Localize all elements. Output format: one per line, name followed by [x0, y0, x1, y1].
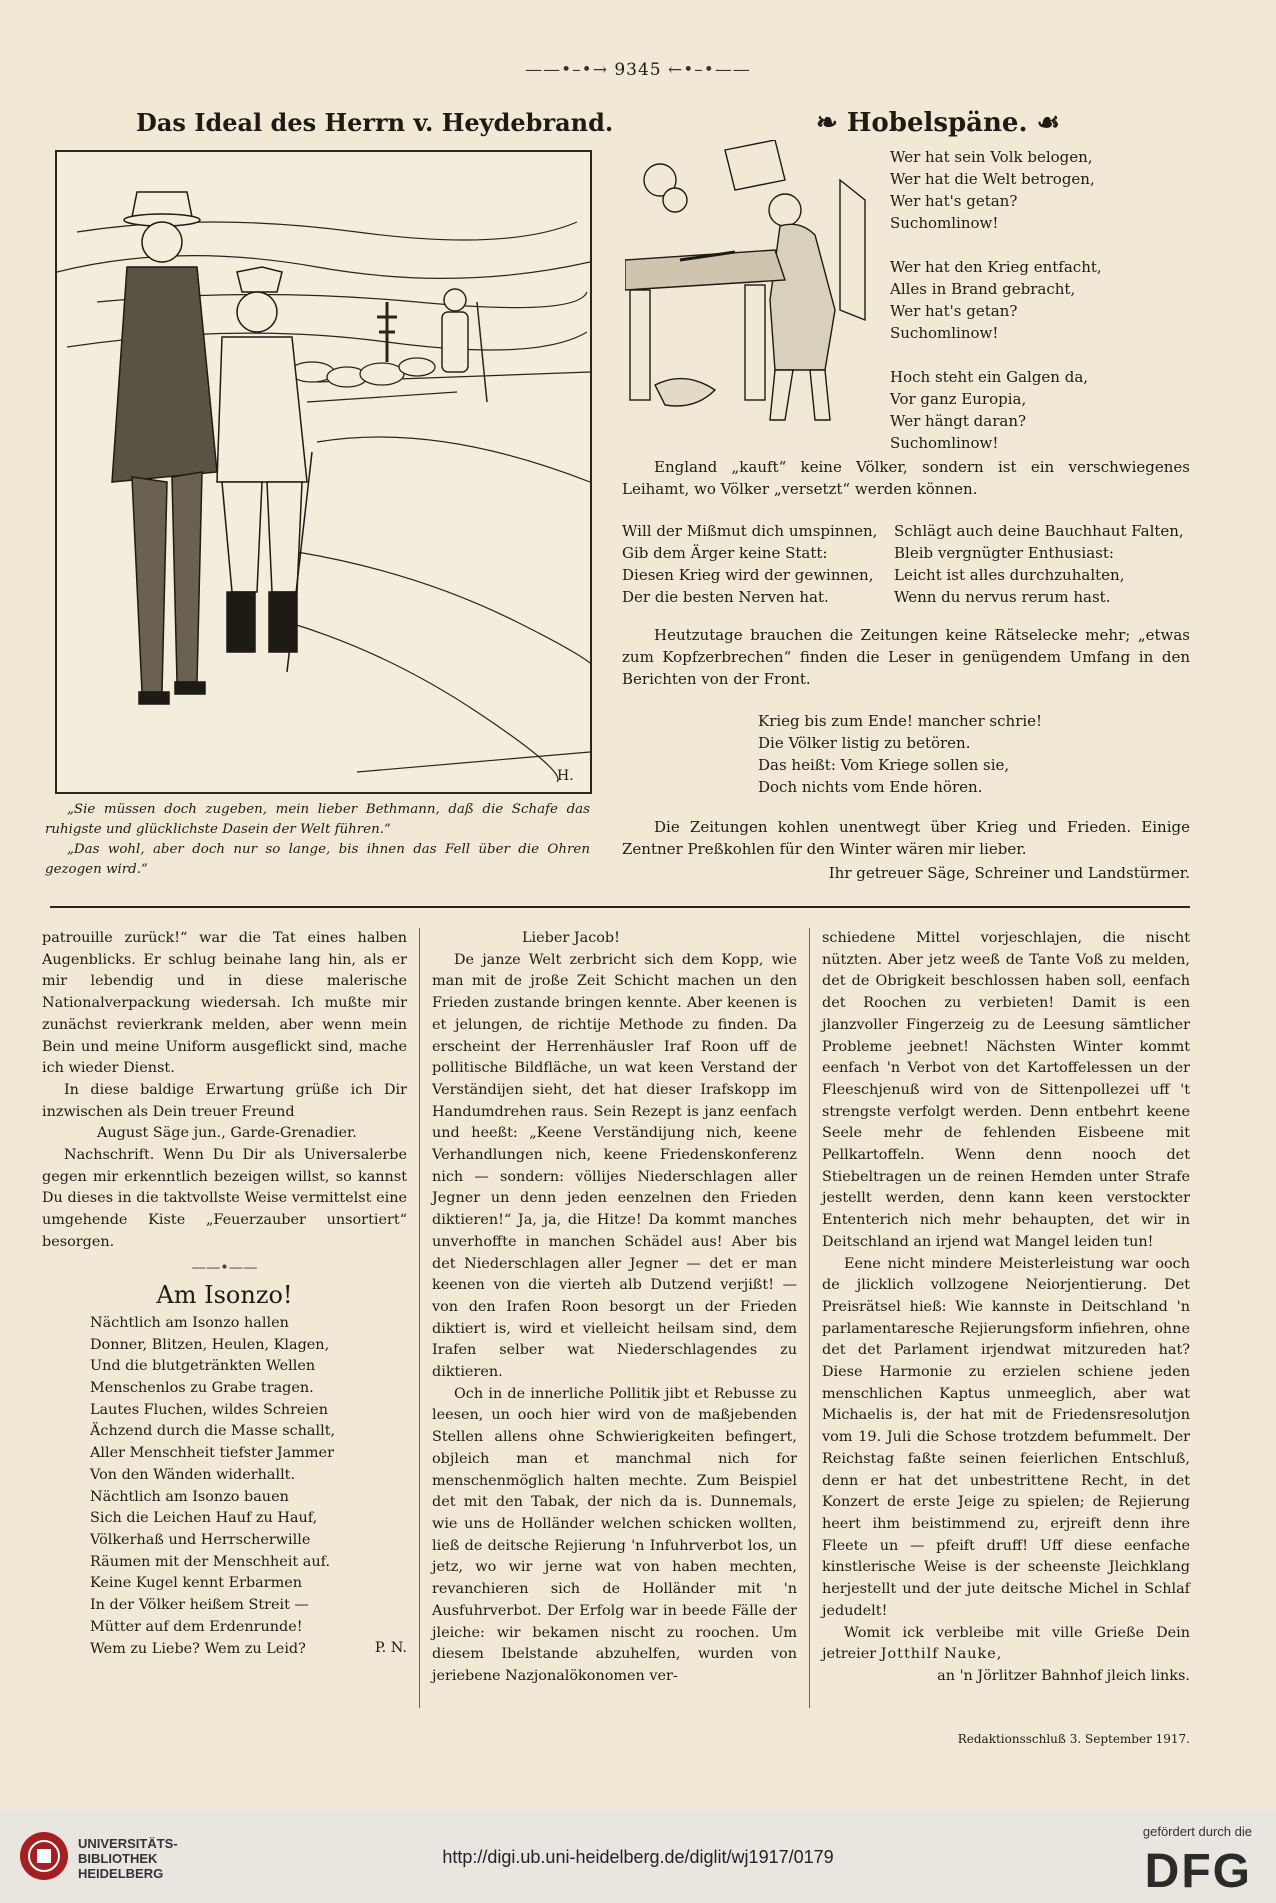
poem-stanza: Keine Kugel kennt Erbarmen In der Völker heißem Streit — Mütter auf dem Erdenrunde! Wem zu Liebe? Wem zu Leid?: [90, 1575, 309, 1657]
poem-stanza: Nächtlich am Isonzo hallen Donner, Blitzen, Heulen, Klagen, Und die blutgetränkten Wellen Menschenlos zu Grabe tragen.: [90, 1314, 330, 1397]
zeitungen-paragraph: Die Zeitungen kohlen unentwegt über Krieg und Frieden. Einige Zentner Preßkohlen für den Winter wären mir lieber.: [622, 818, 1190, 858]
divider-ornament-icon: ——•——: [191, 1259, 258, 1276]
caption-line-1: „Sie müssen doch zugeben, mein lieber Bethmann, daß die Schafe das ruhigste und glücklichste Dasein der Welt führen.“: [45, 802, 590, 837]
cartoon-signature: H.: [557, 768, 574, 784]
krieg-poem: Krieg bis zum Ende! mancher schrie! Die Völker listig zu betören. Das heißt: Vom Kriege sollen sie, Doch nichts vom Ende hören.: [758, 712, 1043, 796]
letter-paragraph: patrouille zurück!“ war die Tat eines halben Augenblicks. Er schlug beinahe lang hin, als er mir lebendig und in diese malerische Nationalverpackung wiedersah. Ich mußte mir zunächst revierkrank melden, aber wenn mein Bein und meine Uniform ausgeflickt sind, mache ich wieder Dienst.: [42, 930, 407, 1077]
cartoon-title: Das Ideal des Herrn v. Heydebrand.: [136, 108, 614, 137]
ornament-left-icon: ❧: [816, 108, 838, 138]
cartoon-drawing: [57, 152, 590, 792]
verse-row: Diesen Krieg wird der gewinnen, Leicht ist alles durchzuhalten,: [622, 566, 1125, 584]
ornament-right-icon: ☙: [1036, 108, 1060, 138]
poem-stanza: Nächtlich am Isonzo bauen Sich die Leichen Hauf zu Hauf, Völkerhaß und Herrscherwille Räumen mit der Menschheit auf.: [90, 1488, 331, 1570]
letter-signature: August Säge jun., Garde-Grenadier.: [97, 1125, 357, 1142]
column-1: [42, 928, 407, 1660]
section-divider: [50, 906, 1190, 908]
letter-salutation: Lieber Jacob!: [522, 930, 620, 946]
footer-bar: [0, 1810, 1276, 1903]
raetsel-paragraph: Heutzutage brauchen die Zeitungen keine Rätselecke mehr; „etwas zum Kopfzerbrechen“ finden die Leser in genügendem Umfang in den Berichten von der Front.: [622, 626, 1190, 688]
isonzo-poem: [42, 1313, 407, 1660]
hobel-signoff: Ihr getreuer Säge, Schreiner und Landstürmer.: [828, 864, 1190, 882]
poem-stanza: Lautes Fluchen, wildes Schreien Ächzend durch die Masse schallt, Aller Menschheit tiefster Jammer Von den Wänden widerhallt.: [90, 1401, 336, 1483]
letter-paragraph: In diese baldige Erwartung grüße ich Dir inzwischen als Dein treuer Freund: [42, 1081, 407, 1120]
column-rule: [809, 928, 810, 1708]
carpenter-drawing: [625, 140, 880, 428]
verse-row: Gib dem Ärger keine Statt: Bleib vergnügter Enthusiast:: [622, 544, 1114, 562]
source-url[interactable]: http://digi.ub.uni-heidelberg.de/diglit/wj1917/0179: [442, 1847, 834, 1867]
letter-closing: Womit ick verbleibe mit ville Grieße Dein jetreier Jotthilf Nauke,: [822, 1624, 1190, 1663]
caption-line-2: „Das wohl, aber doch nur so lange, bis ihnen das Fell über die Ohren gezogen wird.“: [45, 842, 590, 877]
verse-row: Der die besten Nerven hat. Wenn du nervus rerum hast.: [622, 588, 1111, 606]
dfg-logo: DFG: [1144, 1845, 1252, 1898]
column-rule: [419, 928, 420, 1708]
postscript: Nachschrift. Wenn Du Dir als Universalerbe gegen mir erkenntlich bezeigen willst, so kannst Du dieses in die taktvollste Weise vermittelst eine umgehende Kiste „Feuerzauber unsortiert“ besorgen.: [42, 1147, 407, 1250]
redaktionsschluss: Redaktionsschluß 3. September 1917.: [957, 1732, 1190, 1746]
column-2: [432, 928, 797, 1688]
letter-signature: Jotthilf Nauke,: [880, 1646, 1003, 1663]
verse-row: Will der Mißmut dich umspinnen, Schlägt auch deine Bauchhaut Falten,: [622, 522, 1184, 540]
letter-paragraph: De janze Welt zerbricht sich dem Kopp, wie man mit de jroße Zeit Schicht machen un den Frieden zustande bringen kennte. Aber keenen is et jelungen, de richtije Methode zu finden. Da erscheint der Herrenhäusler Iraf Roon uff de pollitische Bildfläche, un wat keen Verstand der Verständijen sieht, det hat dieser Irafskopp im Handumdrehen raus. Sein Rezept is janz eenfach und heeßt: „Keene Verständijung nich, keene Verhandlungen nich, keene Friedenskonferenz nich — sondern: völlijes Niederschlagen aller Jegner un denn jeden eenzelnen den Frieden diktieren!“ Ja, ja, die Hitze! Da kommt manches unverhoffte in manchen Schädel aus! Aber bis det Niederschlagen aller Jegner — det er man keenen von die vierteh alb Dutzend verjißt! — von den Irafen Roon besorgt un der Frieden diktiert is, wird et vielleicht heilsam sind, dem Irafen selber wat Niederschlagendes zu diktieren.: [432, 951, 797, 1381]
cartoon-caption: [45, 800, 590, 880]
page-number: ——•–•→ 9345 ←•–•——: [525, 60, 751, 80]
england-paragraph: England „kauft“ keine Völker, sondern ist ein verschwiegenes Leihamt, wo Völker „versetzt“ werden können.: [622, 458, 1190, 498]
two-column-verse: [622, 520, 1190, 608]
letter-paragraph: Eene nicht mindere Meisterleistung war ooch de jlicklich vollzogene Neiorjentierung. Det Preisrätsel hieß: Wie kannste in Deitschland 'n parlamentaresche Rejierungsform infiehren, ohne det det Parlament irjendwat mitzureden hat? Diese Harmonie zu erzielen schiene jeden menschlichen Kaptus unmeeglich, aber wat Michaelis is, der hat mit de Friedensresolutjon vom 19. Juli die Schose trotzdem befummelt. Der Reichstag faßte seinen feierlichen Entschluß, denn er hat det unbestrittene Recht, in det Konzert de erste Jeige zu spielen; de Rejierung heert ihm beistimmend zu, erjreift denn ihre Fleete un — pfeift druff! Uff diese eenfache kinstlerische Weise is der scheenste Jleichklang herjestellt und der jute deitsche Michel in Schlaf jedudelt!: [822, 1255, 1190, 1619]
funding-note: gefördert durch die: [1142, 1824, 1252, 1839]
letter-paragraph: schiedene Mittel vorjeschlajen, die nischt nützten. Aber jetz weeß de Tante Voß zu melden, det de Obrigkeit beschlossen haben soll, eenfach det Roochen zu verbieten! Damit is een jlanzvoller Fingerzeig zu de Leesung sämtlicher Probleme jeebnet! Nächsten Winter kommt eenfach 'n Verbot von det Kartoffelessen un der Fleeschjenuß wird von de Sittenpollezei uff 't strengste verfolgt werden. Denn entbehrt keene Seele mehr de fehlenden Eisbeene mit Pellkartoffeln. Wenn denn nooch det Stiebeltragen un de reinen Hemden unter Strafe jestellt werden, denn kann keen verstockter Ententerich nich mehr behaupten, det wir in Deitschland an irjend wat Mangel leiden tun!: [822, 930, 1190, 1250]
letter-paragraph: Och in de innerliche Pollitik jibt et Rebusse zu leesen, un ooch hier wird von de maßjebenden Stellen allens ohne Schwierigkeiten befingert, objleich man et manchmal nich for menschenmöglich halten mechte. Zum Beispiel det mit den Tabak, der nich da is. Dunnemals, wie uns de Holländer welchen schicken wollten, ließ de deitsche Rejierung 'n Infuhrverbot los, un jetz, wo wir jerne wat von haben mechten, revanchieren sich de Holländer mit 'n Ausfuhrverbot. Der Erfolg war in beede Fälle der jleiche: wir bekamen nischt zu roochen. Um diesem Ibelstande abzuhelfen, wurden von jeriebene Nazjonalökonomen ver-: [432, 1385, 797, 1684]
cartoon-illustration: [55, 150, 592, 794]
isonzo-title: Am Isonzo!: [156, 1281, 293, 1310]
column-3: [822, 928, 1190, 1688]
hobelspaene-title: ❧ Hobelspäne. ☙: [816, 108, 1060, 138]
university-name: UNIVERSITÄTS- BIBLIOTHEK HEIDELBERG: [78, 1836, 178, 1881]
poem-author: P. N.: [374, 1640, 407, 1657]
letter-address: an 'n Jörlitzer Bahnhof jleich links.: [937, 1667, 1190, 1684]
carpenter-illustration: [625, 140, 880, 428]
suchomlinow-poem: Wer hat sein Volk belogen, Wer hat die Welt betrogen, Wer hat's getan? Suchomlinow! Wer hat den Krieg entfacht, Alles in Brand gebracht, Wer hat's getan? Suchomlinow! Hoch steht ein Galgen da, Vor ganz Europia, Wer hängt daran? Suchomlinow!: [890, 148, 1102, 452]
